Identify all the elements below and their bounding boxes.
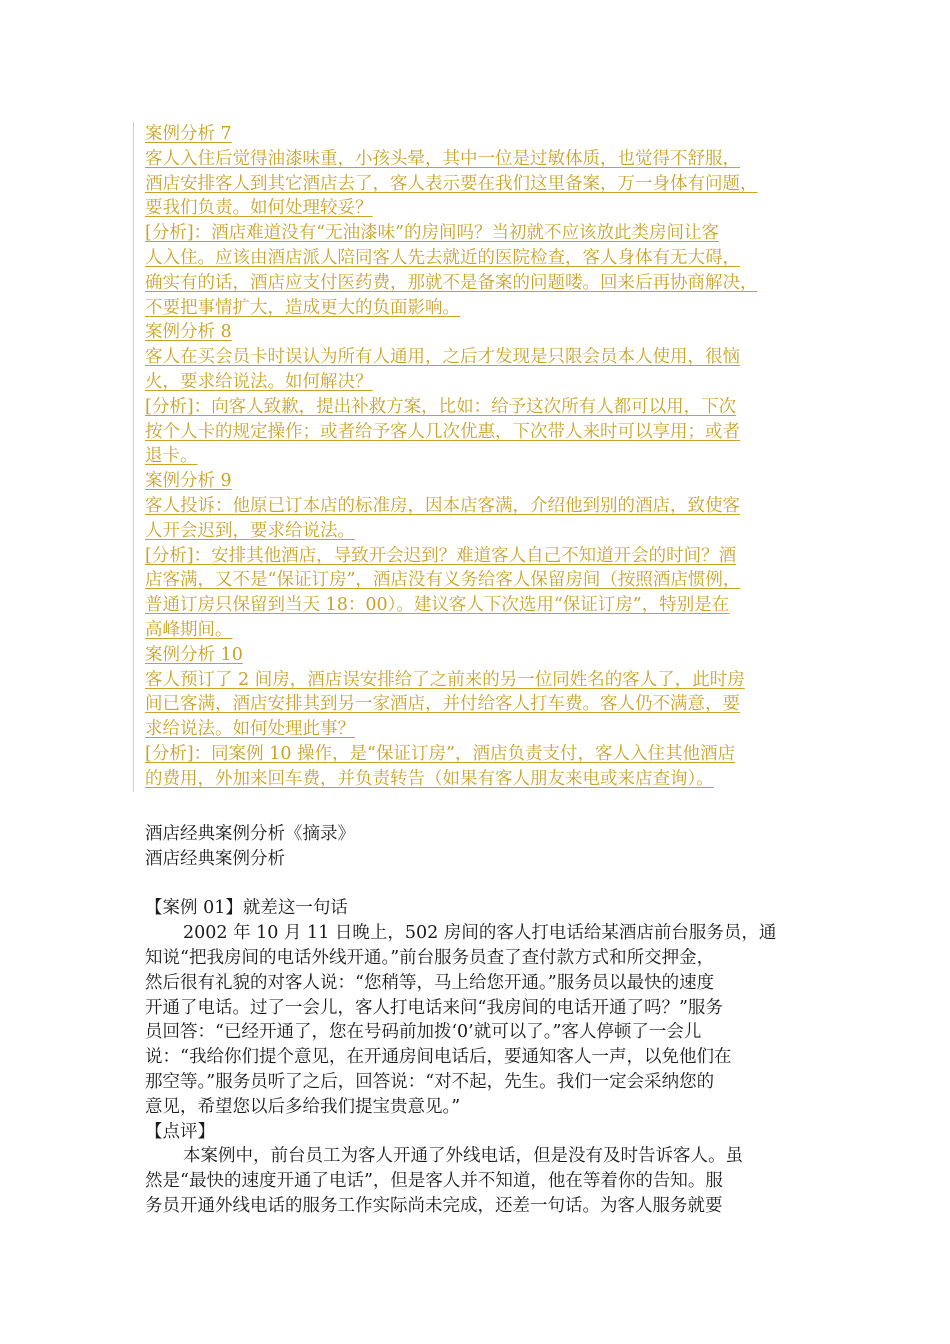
link-line[interactable]: 案例分析 9 [145,471,232,492]
document-subtitle: 酒店经典案例分析 [145,848,285,869]
link-line[interactable]: 间已客满，酒店安排其到另一家酒店，并付给客人打车费。客人仍不满意，要 [145,694,740,715]
link-line[interactable]: 人开会迟到，要求给说法。 [145,520,355,541]
case-paragraph-line: 开通了电话。过了一会儿，客人打电话来问“我房间的电话开通了吗？”服务 [145,997,723,1018]
link-line[interactable]: 普通订房只保留到当天 18：00）。建议客人下次选用“保证订房”，特别是在 [145,595,730,616]
link-line[interactable]: 的费用，外加来回车费，并负责转告（如果有客人朋友来电或来店查询）。 [145,768,714,789]
comment-paragraph-line: 然是“最快的速度开通了电话”，但是客人并不知道，他在等着你的告知。服 [145,1171,723,1192]
link-line[interactable]: 要我们负责。如何处理较妥？ [145,198,373,219]
link-line[interactable]: 确实有的话，酒店应支付医药费，那就不是备案的问题喽。回来后再协商解决， [145,272,758,293]
link-line[interactable]: 客人预订了 2 间房，酒店误安排给了之前来的另一位同姓名的客人了，此时房 [145,669,745,690]
link-line[interactable]: 案例分析 8 [145,322,232,343]
link-line[interactable]: 按个人卡的规定操作；或者给予客人几次优惠，下次带人来时可以享用；或者 [145,421,740,442]
case-paragraph-line: 那空等。”服务员听了之后，回答说：“对不起，先生。我们一定会采纳您的 [145,1071,715,1092]
linked-case-section [133,122,845,792]
link-line[interactable]: 客人在买会员卡时误认为所有人通用，之后才发现是只限会员本人使用，很恼 [145,347,740,368]
link-line[interactable]: 店客满，又不是“保证订房”，酒店没有义务给客人保留房间（按照酒店惯例， [145,570,741,591]
link-line[interactable]: 退卡。 [145,446,198,467]
main-section [145,822,825,1219]
link-line[interactable]: 求给说法。如何处理此事？ [145,719,355,740]
link-line[interactable]: [分析]：安排其他酒店，导致开会迟到？难道客人自己不知道开会的时间？酒 [145,545,737,566]
case-paragraph-line: 知说“把我房间的电话外线开通。”前台服务员查了查付款方式和所交押金， [145,947,715,968]
link-line[interactable]: 酒店安排客人到其它酒店去了，客人表示要在我们这里备案，万一身体有问题， [145,173,758,194]
case-paragraph-line: 2002 年 10 月 11 日晚上，502 房间的客人打电话给某酒店前台服务员，通 [183,923,777,944]
link-line[interactable]: 案例分析 7 [145,124,232,144]
link-line[interactable]: 火，要求给说法。如何解决？ [145,371,373,392]
link-line[interactable]: 案例分析 10 [145,644,243,665]
case-paragraph-line: 员回答：“已经开通了，您在号码前加拨‘0’就可以了。”客人停顿了一会儿 [145,1022,702,1043]
comment-paragraph-line: 务员开通外线电话的服务工作实际尚未完成，还差一句话。为客人服务就要 [145,1195,723,1216]
link-line[interactable]: 高峰期间。 [145,619,233,640]
case-paragraph-line: 说：“我给你们提个意见，在开通房间电话后，要通知客人一声，以免他们在 [145,1047,732,1068]
case-paragraph-line: 意见，希望您以后多给我们提宝贵意见。” [145,1096,461,1117]
link-line[interactable]: [分析]：向客人致歉，提出补救方案，比如：给予这次所有人都可以用，下次 [145,396,737,417]
case-paragraph-line: 然后很有礼貌的对客人说：“您稍等，马上给您开通。”服务员以最快的速度 [145,972,715,993]
comment-heading: 【点评】 [145,1121,215,1142]
link-line[interactable]: 客人入住后觉得油漆味重，小孩头晕，其中一位是过敏体质，也觉得不舒服， [145,148,740,169]
link-line[interactable]: [分析]：酒店难道没有“无油漆味”的房间吗？当初就不应该放此类房间让客 [145,223,720,244]
link-line[interactable]: [分析]：同案例 10 操作，是“保证订房”，酒店负责支付，客人入住其他酒店 [145,743,735,764]
link-line[interactable]: 人入住。应该由酒店派人陪同客人先去就近的医院检查，客人身体有无大碍， [145,247,740,268]
case-heading: 【案例 01】就差这一句话 [145,898,348,919]
document-title: 酒店经典案例分析《摘录》 [145,824,355,844]
comment-paragraph-line: 本案例中，前台员工为客人开通了外线电话，但是没有及时告诉客人。虽 [183,1146,743,1167]
link-line[interactable]: 客人投诉：他原已订本店的标准房，因本店客满，介绍他到别的酒店，致使客 [145,495,740,516]
link-line[interactable]: 不要把事情扩大，造成更大的负面影响。 [145,297,460,318]
blank-line [145,872,825,897]
